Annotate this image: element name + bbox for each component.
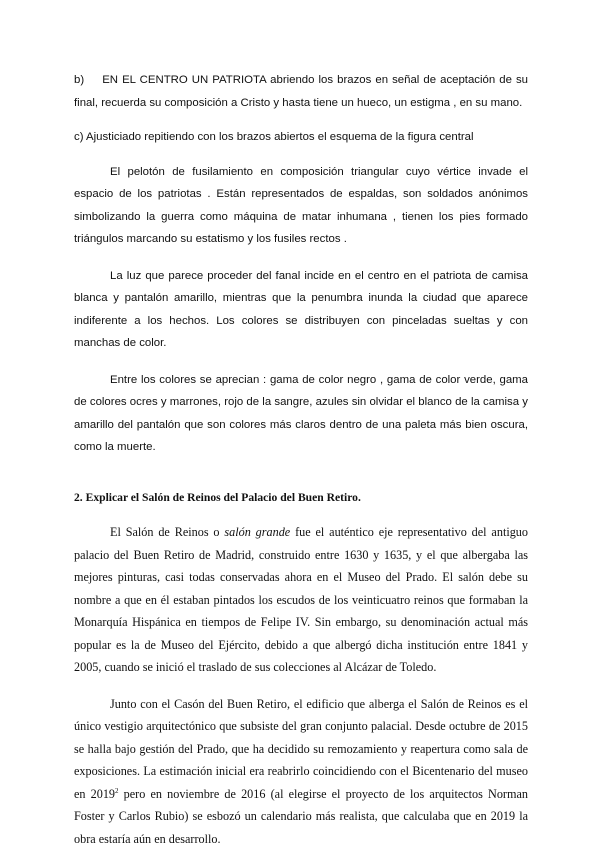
salon-grande-term: salón grande <box>224 525 290 539</box>
list-marker-b: b) <box>74 74 84 86</box>
list-item-b <box>74 69 528 114</box>
section-heading: 2. Explicar el Salón de Reinos del Palacio del Buen Retiro. <box>74 487 528 510</box>
paragraph-luz: La luz que parece proceder del fanal incide en el centro en el patriota de camisa blanca y pantalón amarillo, mientras que la penumbra inunda la ciudad que aparece indiferente a los hechos. Los colores se distribuyen con pinceladas sueltas y con manchas de color. <box>74 265 528 355</box>
list-item-c: c) Ajusticiado repitiendo con los brazos abiertos el esquema de la figura central <box>74 126 528 149</box>
list-item-b-text: abriendo los brazos en señal de aceptación de su final, recuerda su composición a Cristo y hasta tiene un hueco, un estigma , en su mano. <box>74 74 528 109</box>
cason-text-rest: pero en noviembre de 2016 (al elegirse el proyecto de los arquitectos Norman Foster y Carlos Rubio) se esbozó un calendario más realista, que calculaba que en 2019 la obra estaría aún en desarrollo. <box>74 787 528 846</box>
paragraph-peloton: El pelotón de fusilamiento en composición triangular cuyo vértice invade el espacio de los patriotas . Están representados de espaldas, son soldados anónimos simbolizando la guerra como máquina de matar inhumana , tienen los pies formado triángulos marcando su estatismo y los fusiles rectos . <box>74 161 528 251</box>
salon-text-start: El Salón de Reinos o <box>110 525 224 539</box>
salon-text-rest: fue el auténtico eje representativo del antiguo palacio del Buen Retiro de Madrid, construido entre 1630 y 1635, y el que albergaba las mejores pinturas, casi todas conservadas ahora en el Museo del Prado. El salón debe su nombre a que en él estaban pintados los escudos de los veinticuatro reinos que formaban la Monarquía Hispánica en tiempos de Felipe IV. Sin embargo, su denominación actual más popular es la de Museo del Ejército, debido a que albergó dicha institución entre 1841 y 2005, cuando se inició el traslado de sus colecciones al Alcázar de Toledo. <box>74 525 528 674</box>
footnote-ref[interactable]: 2 <box>115 786 119 794</box>
cason-text-start: Junto con el Casón del Buen Retiro, el edificio que alberga el Salón de Reinos es el único vestigio arquitectónico que subsiste del gran conjunto palacial. Desde octubre de 2015 se halla bajo gestión del Prado, que ha decidido su remozamiento y reapertura como sala de exposiciones. La estimación inicial era reabrirlo coincidiendo con el Bicentenario del museo en 2019 <box>74 697 528 801</box>
list-item-b-lead: EN EL CENTRO UN PATRIOTA <box>102 74 266 86</box>
paragraph-salon-reinos <box>74 521 528 679</box>
paragraph-colores: Entre los colores se aprecian : gama de color negro , gama de color verde, gama de colores ocres y marrones, rojo de la sangre, azules sin olvidar el blanco de la camisa y amarillo del pantalón que son colores más claros dentro de una paleta más bien oscura, como la muerte. <box>74 369 528 459</box>
document-body <box>74 69 528 850</box>
paragraph-cason <box>74 693 528 850</box>
